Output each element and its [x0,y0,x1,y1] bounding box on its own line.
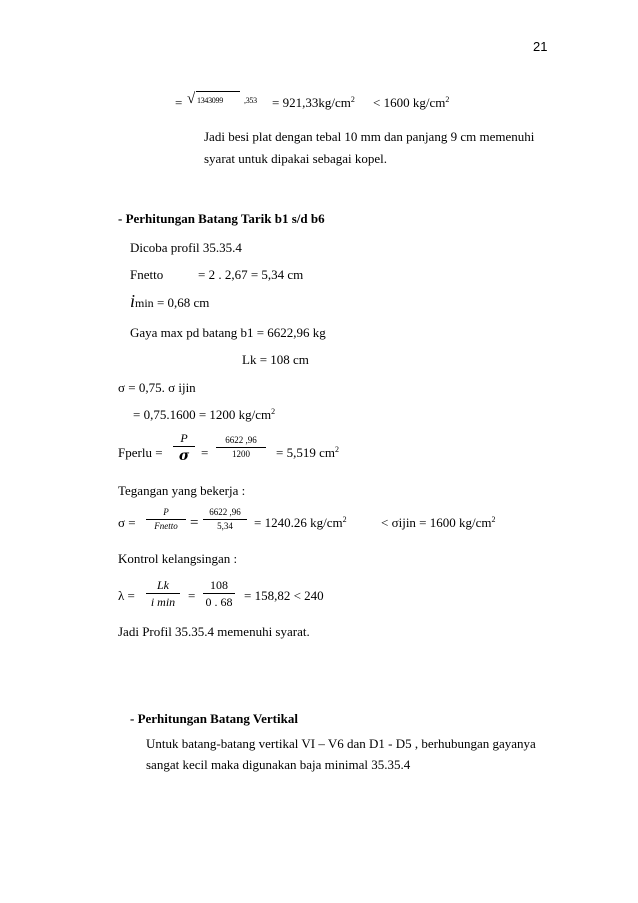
lambda-numerator-value: 108 [210,578,228,592]
fperlu-fraction-numeric [216,436,266,459]
tegangan-lhs: σ = [118,515,136,530]
fperlu-fraction-symbolic [173,432,195,463]
equals-sign: = [175,95,183,110]
tegangan-fraction-numeric [203,508,247,531]
lambda-denominator: i min [150,595,176,609]
kopel-note-line1: Jadi besi plat dengan tebal 10 mm dan panjang 9 cm memenuhi [204,129,535,144]
fraction-bar [203,519,247,520]
fperlu-denominator: σ [178,448,190,464]
fnetto-value: = 2 . 2,67 = 5,34 cm [198,267,304,282]
lambda-numerator: Lk [157,578,169,592]
kontrol-label: Kontrol kelangsingan : [118,551,238,566]
fraction-bar [146,593,180,594]
tegangan-denominator: Fnetto [154,521,178,531]
profil-trial: Dicoba profil 35.35.4 [130,240,242,255]
fperlu-result: = 5,519 $cm^2$ [276,445,339,460]
tegangan-result: = 1240.26 $kg/cm^2$ [254,515,347,530]
section-heading-vertikal: - Perhitungan Batang Vertikal [130,711,298,726]
sqrt-radical-icon: √ [187,91,196,107]
tegangan-label: Tegangan yang bekerja : [118,483,246,498]
sigma-value: = 0,75.1600 = 1200 $kg/cm^2$ [133,407,276,422]
fperlu-numerator-value: 6622 ,96 [225,435,257,445]
imin-value: = 0,68 cm [156,295,210,310]
tegangan-numerator: P [163,507,169,517]
lk-value: Lk = 108 cm [242,352,309,367]
lambda-fraction-symbolic [146,579,180,608]
sqrt-radicand-right: ,353 [244,96,257,105]
tegangan-denominator-value: 5,34 [217,521,233,531]
imin-line [130,292,209,310]
fraction-bar [173,446,195,447]
sqrt-result: = $921,33kg/cm^2$ [272,95,355,110]
lambda-denominator-value: 0 . 68 [205,595,233,609]
fraction-bar [216,447,266,448]
lambda-result: = 158,82 < 240 [244,588,324,603]
lambda-equals: = [188,588,196,603]
fperlu-equals: = [201,445,209,460]
fperlu-denominator-value: 1200 [232,449,250,459]
sqrt-radicand-left: 1343099 [197,96,223,105]
kopel-note-line2: syarat untuk dipakai sebagai kopel. [204,151,388,166]
lambda-fraction-numeric [203,579,235,608]
tegangan-fraction-symbolic [146,508,186,531]
tegangan-compare: < σijin = 1600 $kg/cm^2$ [381,515,496,530]
fnetto-label: Fnetto [130,267,164,282]
section-heading-tarik: - Perhitungan Batang Tarik b1 s/d b6 [118,211,325,226]
imin-symbol: i [130,291,136,311]
imin-subscript: min [135,296,154,310]
page-number: 21 [533,39,548,54]
sqrt-vinculum [196,91,240,92]
fperlu-label: Fperlu = [118,445,163,460]
fraction-bar [203,593,235,594]
vertikal-body: Untuk batang-batang vertikal VI – V6 dan D1 - D5 , berhubungan gayanya sangat kecil maka digunakan baja minimal 35.35.4 [146,736,536,772]
sqrt-compare: < 1600 $kg/cm^2$ [373,95,450,110]
fraction-bar [146,519,186,520]
tarik-conclusion: Jadi Profil 35.35.4 memenuhi syarat. [118,624,310,639]
tegangan-equals: = [190,515,199,531]
gaya-max: Gaya max pd batang b1 = 6622,96 kg [130,325,326,340]
lambda-lhs: λ = [118,588,135,603]
sigma-definition: σ = 0,75. σ ijin [118,380,196,395]
fperlu-numerator: P [180,431,188,445]
tegangan-numerator-value: 6622 ,96 [209,507,241,517]
